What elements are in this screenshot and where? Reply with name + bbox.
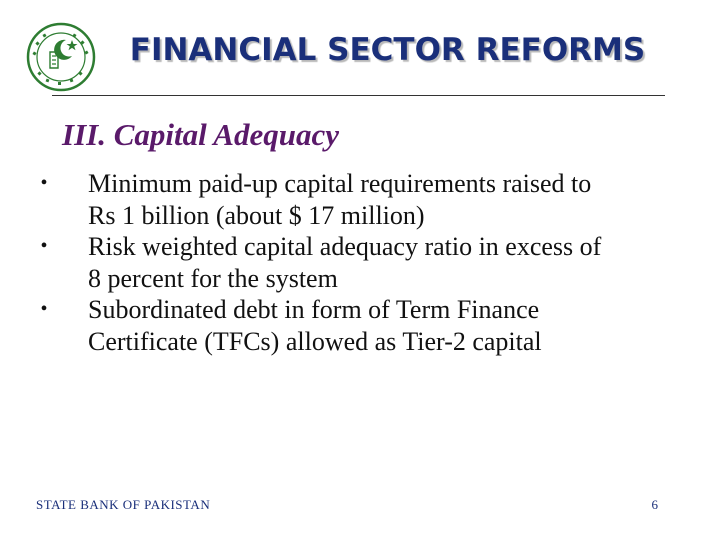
- bullet-list: [32, 168, 702, 357]
- bullet-item: [32, 168, 702, 231]
- bullet-item: [32, 231, 702, 294]
- footer-organization: STATE BANK OF PAKISTAN: [36, 497, 211, 512]
- bullet-dot-icon: •: [40, 235, 48, 257]
- bullet-text-line: Subordinated debt in form of Term Finance: [88, 295, 540, 324]
- bullet-text-line: Certificate (TFCs) allowed as Tier-2 capital: [88, 326, 542, 356]
- page-number: 6: [651, 497, 658, 512]
- bullet-text-line: 8 percent for the system: [88, 263, 338, 293]
- bullet-text-line: Rs 1 billion (about $ 17 million): [88, 200, 425, 230]
- slide-title: FINANCIAL SECTOR REFORMS: [129, 32, 646, 68]
- bullet-text-line: Risk weighted capital adequacy ratio in excess of: [88, 232, 602, 261]
- bullet-dot-icon: •: [40, 298, 48, 320]
- title-divider: [52, 95, 665, 96]
- bullet-dot-icon: •: [40, 172, 48, 194]
- bullet-text-line: Minimum paid-up capital requirements raised to: [88, 169, 592, 198]
- bullet-item: [32, 294, 702, 357]
- section-heading: III. Capital Adequacy: [62, 117, 340, 152]
